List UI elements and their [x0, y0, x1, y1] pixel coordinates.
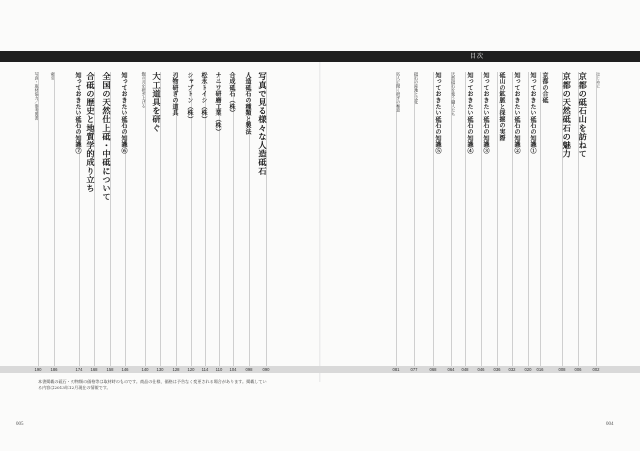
toc-entry-page: 190: [34, 367, 42, 372]
toc-entry[interactable]: [171, 72, 178, 366]
toc-entry[interactable]: [86, 72, 96, 366]
toc-entry[interactable]: [596, 72, 602, 366]
toc-entry-title: 京都の天然砥石の魅力: [562, 72, 573, 158]
toc-entry[interactable]: [414, 72, 420, 366]
toc-entry[interactable]: [142, 72, 147, 366]
toc-entry[interactable]: [562, 72, 573, 366]
toc-entry-page: 110: [215, 367, 223, 372]
toc-entry-title: 全国の天然仕上砥・中砥について: [102, 72, 112, 201]
toc-entry[interactable]: [214, 72, 221, 366]
toc-entry[interactable]: [465, 72, 473, 366]
toc-entry-page: 068: [429, 367, 437, 372]
toc-entry-title: 知っておきたい砥石の知識⑤: [434, 72, 441, 154]
toc-entry[interactable]: [512, 72, 520, 366]
toc-entry-title: シャプトン（株）: [186, 72, 193, 123]
toc-entry-page: 130: [156, 367, 164, 372]
toc-entry-page: 006: [574, 367, 582, 372]
toc-entry[interactable]: [200, 72, 207, 366]
toc-entry-title: 京都の砥石山を訪ねて: [578, 72, 589, 158]
toc-entry[interactable]: [228, 72, 235, 366]
toc-entry-title: 索引: [51, 72, 56, 80]
toc-entry-page: 104: [229, 367, 237, 372]
toc-title: 目次: [469, 53, 484, 60]
toc-entry-page: 036: [493, 367, 501, 372]
toc-entry-title: 知っておきたい砥石の知識②: [513, 72, 520, 154]
toc-entry[interactable]: [258, 72, 268, 366]
toc-entry-title: 松永トイシ（株）: [200, 72, 207, 123]
copyright-note: 本書掲載の砥石・刃物類の価格等は取材時のものです。商品の仕様、価格は予告なく変更される場合があります。掲載している内容は2013年12月現在の情報です。: [38, 379, 267, 391]
toc-entry-title: 知っておきたい砥石の知識③: [482, 72, 489, 154]
toc-entry[interactable]: [74, 72, 81, 366]
toc-entry[interactable]: [396, 72, 402, 366]
toc-entry[interactable]: [481, 72, 489, 366]
toc-entry-page: 158: [106, 367, 114, 372]
folio-right: 004: [606, 422, 614, 427]
toc-entry[interactable]: [528, 72, 536, 366]
toc-entry-title: 写真・取材協力／参考図書: [35, 72, 40, 120]
toc-entry-title: 刃物研ぎの道具: [171, 72, 178, 117]
toc-entry-page: 048: [461, 367, 469, 372]
toc-entry-page: 120: [187, 367, 195, 372]
toc-entry[interactable]: [120, 72, 127, 366]
toc-entry-page: 077: [410, 367, 418, 372]
toc-entry-title: 鉋の刃を研ぎ上げる: [142, 72, 147, 108]
toc-entry[interactable]: [51, 72, 56, 366]
toc-entry-title: 大工道具を研ぐ: [152, 72, 162, 133]
toc-entry[interactable]: [186, 72, 193, 366]
toc-entry-page: 081: [392, 367, 400, 372]
toc-entry-page: 168: [90, 367, 98, 372]
toc-entry-title: 知っておきたい砥石の知識④: [466, 72, 473, 154]
toc-entry-page: 146: [121, 367, 129, 372]
toc-entry-title: 砥石の産地と文化: [414, 72, 420, 104]
folio-left: 005: [16, 422, 24, 427]
toc-entry-title: 合成砥石（株）: [228, 72, 235, 117]
toc-entry-title: 知っておきたい砥石の知識⑥: [120, 72, 127, 154]
toc-entry-page: 020: [524, 367, 532, 372]
toc-entry-page: 008: [558, 367, 566, 372]
toc-entry[interactable]: [433, 72, 441, 366]
toc-entry-title: はじめに: [596, 72, 602, 88]
toc-entry-page: 064: [447, 367, 455, 372]
toc-entry-page: 002: [592, 367, 600, 372]
toc-entry-page: 016: [536, 367, 544, 372]
toc-entry-title: 人造砥石の種類と製法: [244, 72, 251, 135]
toc-entry-page: 098: [245, 367, 253, 372]
toc-entry-page: 128: [172, 367, 180, 372]
toc-entry-page: 114: [201, 367, 209, 372]
toc-entry[interactable]: [540, 72, 548, 366]
toc-entry-title: 知っておきたい砥石の知識⑦: [74, 72, 81, 154]
toc-banner: [0, 51, 640, 62]
toc-entry-page: 046: [477, 367, 485, 372]
toc-entry-page: 186: [50, 367, 58, 372]
toc-entry[interactable]: [102, 72, 112, 366]
toc-entry-page: 140: [141, 367, 149, 372]
toc-entry-title: 京都の合砥: [541, 72, 548, 104]
toc-entry-page: 032: [508, 367, 516, 372]
toc-entry[interactable]: [152, 72, 162, 366]
toc-entry-title: 写真で見る様々な人造砥石: [258, 72, 268, 176]
toc-entry-title: 知っておきたい砥石の知識①: [529, 72, 536, 154]
toc-entry[interactable]: [578, 72, 589, 366]
toc-entry[interactable]: [451, 72, 457, 366]
toc-entry[interactable]: [35, 72, 40, 366]
toc-entry[interactable]: [497, 72, 505, 366]
toc-entry[interactable]: [244, 72, 251, 366]
toc-entry-title: ナニワ研磨工業（株）: [214, 72, 221, 135]
toc-entry-title: 天然砥石を使う職人たち: [451, 72, 457, 116]
toc-entry-page: 174: [75, 367, 83, 372]
toc-entry-title: 合砥の歴史と地質学的成り立ち: [86, 72, 96, 193]
page-gutter: [319, 62, 321, 382]
toc-entry-title: 名人に聞く研ぎの極意: [396, 72, 402, 112]
toc-entry-page: 090: [262, 367, 270, 372]
toc-entry-title: 砥山の鉱脈と採掘の実際: [498, 72, 505, 142]
